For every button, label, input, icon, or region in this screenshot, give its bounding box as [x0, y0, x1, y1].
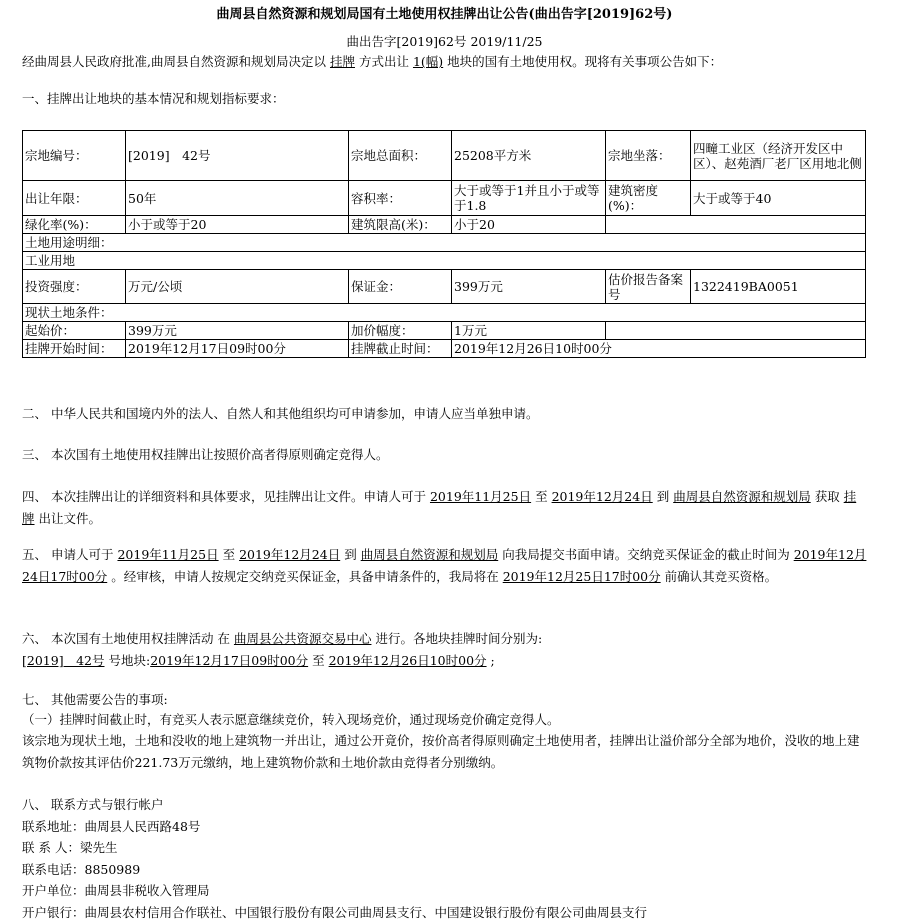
- table-row: [23, 234, 866, 252]
- date-link[interactable]: 2019年12月24日: [552, 489, 653, 504]
- area-label: 宗地总面积：: [349, 131, 452, 181]
- section7-heading: 七、 其他需要公告的事项:: [22, 690, 867, 710]
- section7: [22, 690, 867, 774]
- far-label: 容积率：: [349, 181, 452, 216]
- section6: 六、 本次国有土地使用权挂牌活动 在 曲周县公共资源交易中心 进行。各地块挂牌时间分别为: [2019] 42号 号地块:2019年12月17日09时00分 至 2019年12月26日10时00分 ;: [22, 628, 867, 672]
- section1-heading: 一、挂牌出让地块的基本情况和规划指标要求：: [22, 91, 867, 108]
- green-label: 绿化率(%)：: [23, 216, 126, 234]
- date-link[interactable]: 2019年11月25日: [117, 547, 218, 562]
- plot-no-value: [2019] 42号: [126, 131, 349, 181]
- intro-paragraph: 经曲周县人民政府批准,曲周县自然资源和规划局决定以 挂牌 方式出让 1(幅) 地块的国有土地使用权。现将有关事项公告如下：: [22, 54, 867, 71]
- incr-label: 加价幅度：: [349, 322, 452, 340]
- contact-person: 联 系 人：梁先生: [22, 837, 867, 859]
- incr-value: 1万元: [452, 322, 606, 340]
- table-row: [23, 216, 866, 234]
- table-row: [23, 340, 866, 358]
- notice-number: 曲出告字[2019]62号: [346, 34, 466, 49]
- venue-link[interactable]: 曲周县公共资源交易中心: [234, 631, 372, 646]
- density-label: 建筑密度(%)：: [606, 181, 691, 216]
- invest-label: 投资强度：: [23, 270, 126, 304]
- record-label: 估价报告备案号: [606, 270, 691, 304]
- deadline-link[interactable]: 2019年12月24日17时00分: [22, 547, 866, 584]
- time-link[interactable]: 2019年12月17日09时00分: [150, 653, 308, 668]
- open-value: 2019年12月17日09时00分: [126, 340, 349, 358]
- date-link[interactable]: 2019年12月24日: [239, 547, 340, 562]
- plot-link[interactable]: [2019] 42号: [22, 653, 104, 668]
- time-link[interactable]: 2019年12月26日10时00分: [329, 653, 487, 668]
- term-label: 出让年限：: [23, 181, 126, 216]
- method-link[interactable]: 挂牌: [330, 54, 355, 69]
- confirm-date-link[interactable]: 2019年12月25日17时00分: [503, 569, 661, 584]
- deposit-label: 保证金：: [349, 270, 452, 304]
- table-row: [23, 322, 866, 340]
- announcement: [22, 0, 867, 108]
- height-label: 建筑限高(米)：: [349, 216, 452, 234]
- account-unit: 开户单位：曲周县非税收入管理局: [22, 880, 867, 902]
- far-value: 大于或等于1并且小于或等于1.8: [452, 181, 606, 216]
- table-row: [23, 131, 866, 181]
- height-value: 小于20: [452, 216, 606, 234]
- section7-paragraph: 该宗地为现状土地，土地和没收的地上建筑物一并出让，通过公开竟价，按价高者得原则确定土地使用者，挂牌出让溢价部分全部为地价，没收的地上建筑物价款按其评估价221.73万元缴纳，地上建筑物价款和土地价款由竞得者分别缴纳。: [22, 730, 867, 774]
- contact-phone: 联系电话：8850989: [22, 859, 867, 881]
- section7-item: （一）挂牌时间截止时，有竞买人表示愿意继续竞价，转入现场竞价，通过现场竞价确定竞得人。: [22, 710, 867, 730]
- plot-no-label: 宗地编号：: [23, 131, 126, 181]
- section8: [22, 794, 867, 923]
- notice-date: 2019/11/25: [470, 34, 542, 49]
- start-value: 399万元: [126, 322, 349, 340]
- deposit-value: 399万元: [452, 270, 606, 304]
- location-label: 宗地坐落：: [606, 131, 691, 181]
- date-link[interactable]: 2019年11月25日: [430, 489, 531, 504]
- term-value: 50年: [126, 181, 349, 216]
- start-label: 起始价：: [23, 322, 126, 340]
- invest-value: 万元/公顷: [126, 270, 349, 304]
- section4: 四、 本次挂牌出让的详细资料和具体要求，见挂牌出让文件。申请人可于 2019年11月25日 至 2019年12月24日 到 曲周县自然资源和规划局 获取 挂牌 出让文件。: [22, 486, 867, 530]
- plot-info-table: [22, 130, 866, 358]
- location-value: 四疃工业区（经济开发区中区）、赵苑酒厂老厂区用地北侧: [691, 131, 866, 181]
- section8-heading: 八、 联系方式与银行帐户: [22, 794, 867, 816]
- record-value: 1322419BA0051: [691, 270, 866, 304]
- green-value: 小于或等于20: [126, 216, 349, 234]
- contact-address: 联系地址：曲周县人民西路48号: [22, 816, 867, 838]
- status-label: 现状土地条件：: [23, 304, 866, 322]
- org-link[interactable]: 曲周县自然资源和规划局: [673, 489, 811, 504]
- close-label: 挂牌截止时间：: [349, 340, 452, 358]
- open-label: 挂牌开始时间：: [23, 340, 126, 358]
- area-value: 25208平方米: [452, 131, 606, 181]
- count-link[interactable]: 1(幅): [413, 54, 443, 69]
- table-row: [23, 304, 866, 322]
- table-row: [23, 181, 866, 216]
- table-row: [23, 252, 866, 270]
- org-link[interactable]: 曲周县自然资源和规划局: [361, 547, 499, 562]
- section2: 二、 中华人民共和国境内外的法人、自然人和其他组织均可申请参加，申请人应当单独申请。: [22, 406, 867, 423]
- density-value: 大于或等于40: [691, 181, 866, 216]
- use-label: 土地用途明细：: [23, 234, 866, 252]
- use-value: 工业用地: [23, 252, 866, 270]
- table-row: [23, 270, 866, 304]
- section3: 三、 本次国有土地使用权挂牌出让按照价高者得原则确定竞得人。: [22, 447, 867, 464]
- close-value: 2019年12月26日10时00分: [452, 340, 866, 358]
- notice-meta: [22, 34, 867, 50]
- section5: 五、 申请人可于 2019年11月25日 至 2019年12月24日 到 曲周县自然资源和规划局 向我局提交书面申请。交纳竞买保证金的截止时间为 2019年12月24日17时00分 。经审核，申请人按规定交纳竞买保证金，具备申请条件的，我局将在 2019年12月25日17时00分 前确认其竞买资格。: [22, 544, 867, 588]
- page-title: 曲周县自然资源和规划局国有土地使用权挂牌出让公告(曲出告字[2019]62号): [22, 6, 867, 24]
- account-bank: 开户银行：曲周县农村信用合作联社、中国银行股份有限公司曲周县支行、中国建设银行股份有限公司曲周县支行: [22, 902, 867, 923]
- method-link[interactable]: 挂牌: [22, 489, 856, 526]
